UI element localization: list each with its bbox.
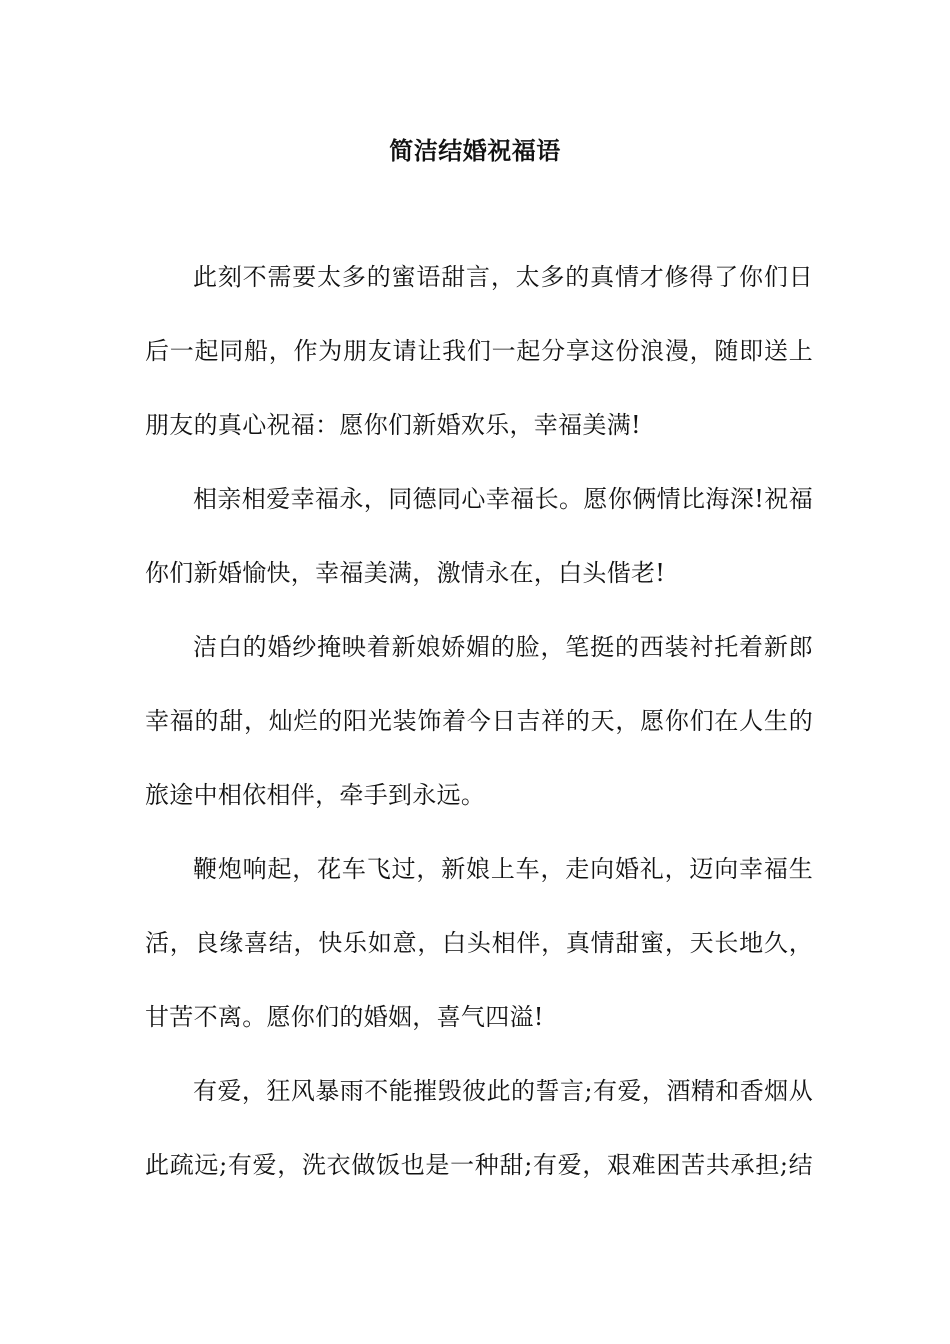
paragraph-5-line-1: 有爱，狂风暴雨不能摧毁彼此的誓言;有爱，酒精和香烟从 xyxy=(193,1077,813,1105)
paragraph-3-line-1: 洁白的婚纱掩映着新娘娇媚的脸，笔挺的西装衬托着新郎 xyxy=(193,633,813,661)
paragraph-3-line-3: 旅途中相依相伴，牵手到永远。 xyxy=(145,781,486,809)
paragraph-1-line-3: 朋友的真心祝福：愿你们新婚欢乐，幸福美满! xyxy=(145,411,641,439)
document-body xyxy=(145,252,813,1214)
paragraph-5-line-2: 此疏远;有爱，洗衣做饭也是一种甜;有爱，艰难困苦共承担;结 xyxy=(145,1151,813,1179)
paragraph-4-line-2: 活，良缘喜结，快乐如意，白头相伴，真情甜蜜，天长地久， xyxy=(145,929,813,957)
paragraph-2-line-2: 你们新婚愉快，幸福美满，激情永在，白头偕老! xyxy=(145,559,666,587)
document-title: 简洁结婚祝福语 xyxy=(389,136,561,165)
paragraph-1-line-2: 后一起同船，作为朋友请让我们一起分享这份浪漫，随即送上 xyxy=(145,337,813,365)
paragraph-2-line-1: 相亲相爱幸福永，同德同心幸福长。愿你俩情比海深!祝福 xyxy=(193,485,813,513)
paragraph-3-line-2: 幸福的甜，灿烂的阳光装饰着今日吉祥的天，愿你们在人生的 xyxy=(145,707,813,735)
paragraph-4-line-1: 鞭炮响起，花车飞过，新娘上车，走向婚礼，迈向幸福生 xyxy=(193,855,813,883)
paragraph-4-line-3: 甘苦不离。愿你们的婚姻，喜气四溢! xyxy=(145,1003,544,1031)
paragraph-1-line-1: 此刻不需要太多的蜜语甜言，太多的真情才修得了你们日 xyxy=(193,263,813,291)
